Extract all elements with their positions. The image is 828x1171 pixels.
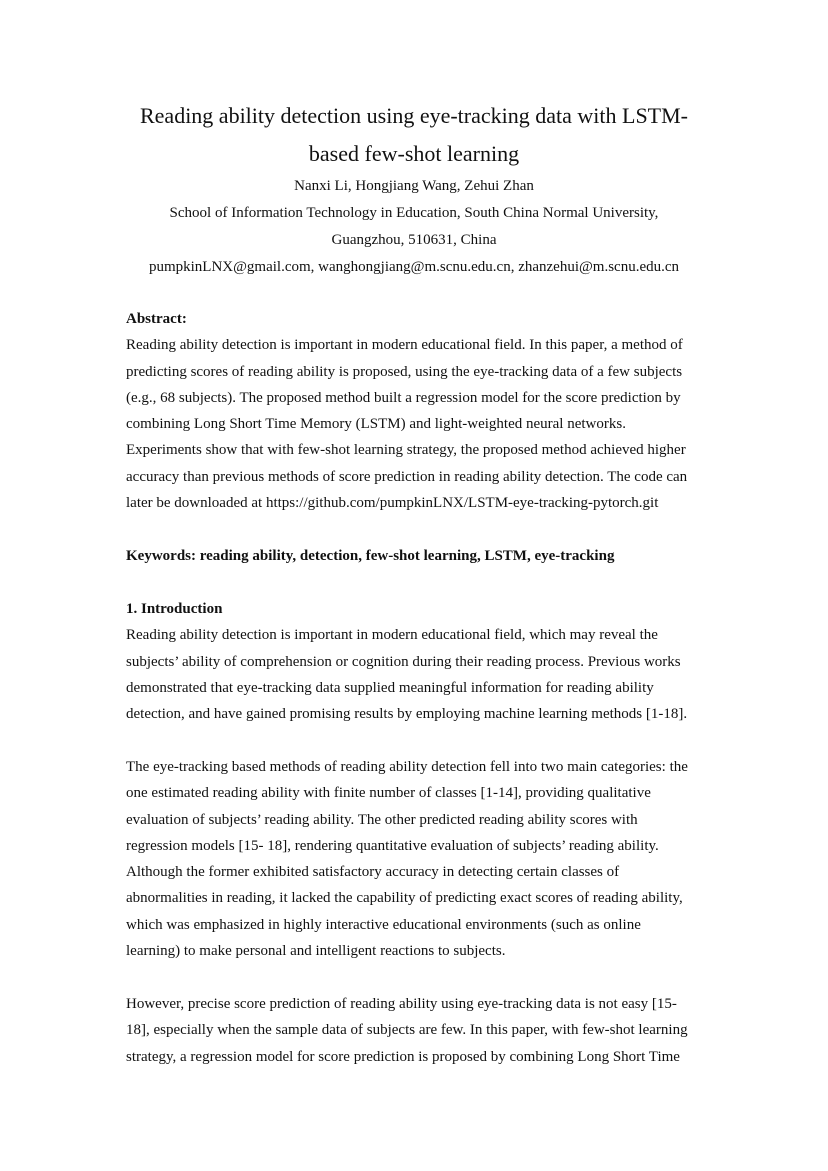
intro-line: Reading ability detection is important in modern educational field, which may reveal the	[126, 627, 658, 644]
abstract-line: Experiments show that with few-shot learning strategy, the proposed method achieved higher	[126, 442, 686, 459]
intro-line: Although the former exhibited satisfactory accuracy in detecting certain classes of	[126, 864, 620, 881]
intro-line: one estimated reading ability with finite number of classes [1-14], providing qualitative	[126, 785, 651, 802]
introduction-heading: 1. Introduction	[126, 601, 223, 617]
intro-paragraph-2	[126, 754, 706, 964]
abstract-line: predicting scores of reading ability is proposed, using the eye-tracking data of a few subjects	[126, 363, 683, 380]
intro-line: which was emphasized in highly interactive educational environments (such as online	[126, 916, 641, 933]
emails: pumpkinLNX@gmail.com, wanghongjiang@m.scnu.edu.cn, zhanzehui@m.scnu.edu.cn	[148, 259, 680, 275]
affiliation-line: Guangzhou, 510631, China	[331, 232, 497, 248]
intro-line: demonstrated that eye-tracking data supplied meaningful information for reading ability	[126, 679, 654, 696]
intro-line: However, precise score prediction of reading ability using eye-tracking data is not easy [15-	[126, 996, 677, 1012]
authors: Nanxi Li, Hongjiang Wang, Zehui Zhan	[294, 178, 534, 194]
intro-line: learning) to make personal and intelligent reactions to subjects.	[126, 943, 506, 960]
abstract-line: combining Long Short Time Memory (LSTM) and light-weighted neural networks.	[126, 416, 626, 433]
keywords-section	[126, 543, 706, 569]
introduction-section	[126, 596, 706, 727]
intro-line: regression models [15- 18], rendering quantitative evaluation of subjects’ reading ability.	[126, 837, 659, 854]
intro-line: strategy, a regression model for score prediction is proposed by combining Long Short Time	[126, 1048, 680, 1065]
abstract-line: Reading ability detection is important in modern educational field. In this paper, a method of	[126, 337, 683, 354]
affiliation-line: School of Information Technology in Education, South China Normal University,	[169, 205, 659, 221]
paper-title	[100, 97, 728, 173]
intro-paragraph-3	[126, 991, 706, 1070]
keywords-line: Keywords: reading ability, detection, few-shot learning, LSTM, eye-tracking	[126, 548, 615, 564]
abstract-heading: Abstract:	[126, 311, 187, 327]
paper-title-line: based few-shot learning	[308, 141, 520, 166]
intro-line: The eye-tracking based methods of reading ability detection fell into two main categories: the	[126, 759, 688, 775]
abstract-section	[126, 306, 706, 516]
abstract-line: later be downloaded at https://github.com/pumpkinLNX/LSTM-eye-tracking-pytorch.git	[126, 495, 659, 512]
intro-line: 18], especially when the sample data of subjects are few. In this paper, with few-shot learning	[126, 1022, 688, 1039]
abstract-line: accuracy than previous methods of score prediction in reading ability detection. The code can	[126, 468, 688, 485]
intro-line: detection, and have gained promising results by employing machine learning methods [1-18].	[126, 706, 688, 723]
intro-line: abnormalities in reading, it lacked the capability of predicting exact scores of reading ability,	[126, 890, 683, 907]
paper-title-line: Reading ability detection using eye-tracking data with LSTM-	[139, 103, 689, 128]
abstract-line: (e.g., 68 subjects). The proposed method built a regression model for the score prediction by	[126, 389, 681, 406]
intro-line: subjects’ ability of comprehension or cognition during their reading process. Previous works	[126, 653, 681, 670]
intro-line: evaluation of subjects’ reading ability. The other predicted reading ability scores with	[126, 811, 638, 828]
